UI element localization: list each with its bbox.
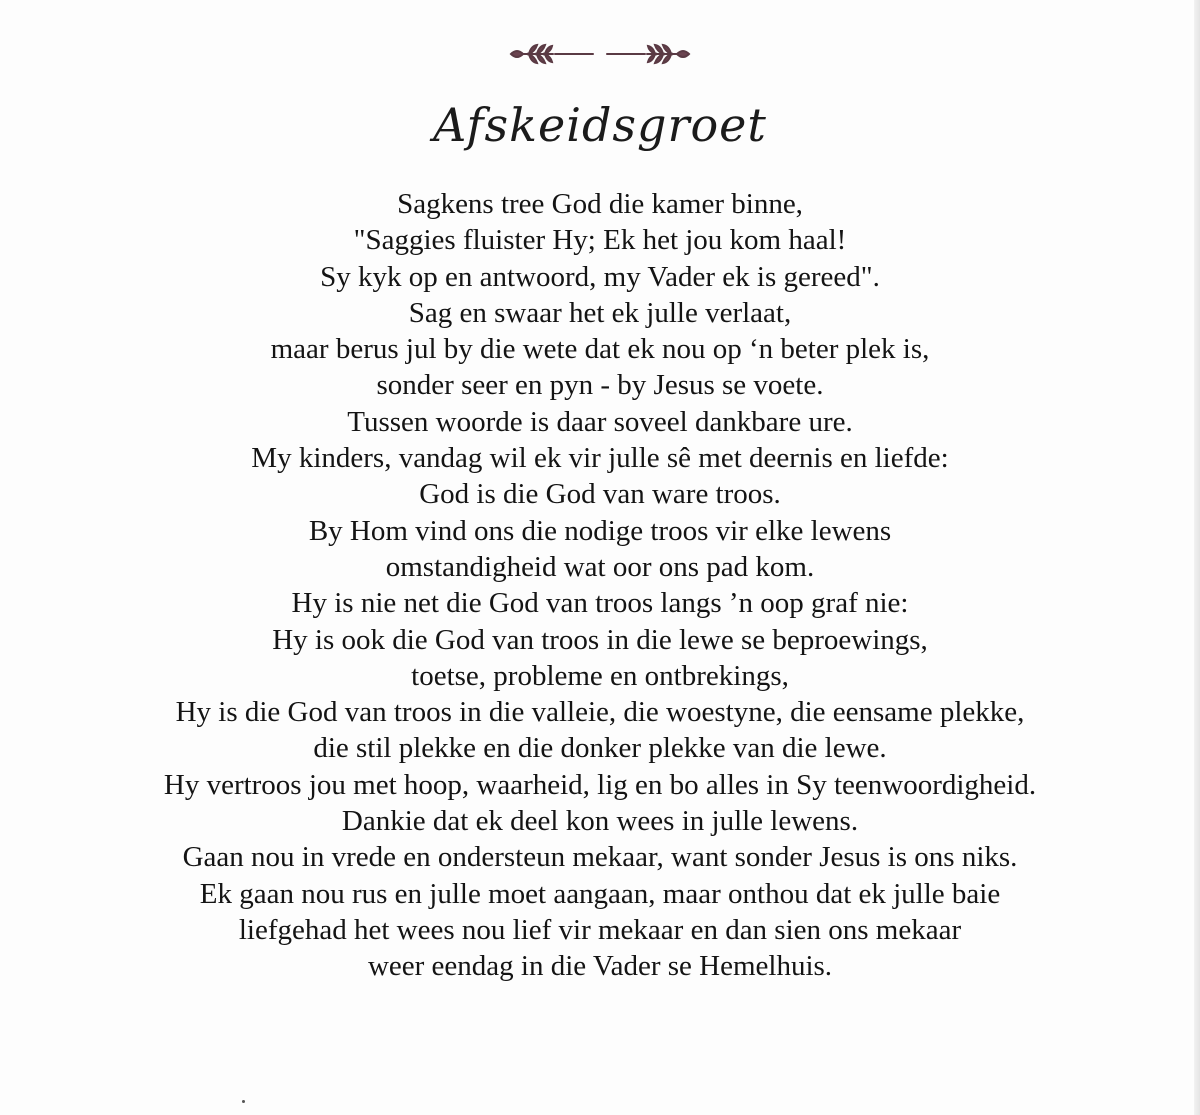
poem-line: Hy is nie net die God van troos langs ’n oop graf nie: — [291, 587, 909, 620]
scan-speck — [242, 1100, 245, 1103]
poem-line: toetse, probleme en ontbrekings, — [411, 659, 789, 692]
poem-line: Sy kyk op en antwoord, my Vader ek is gereed". — [320, 260, 880, 293]
poem-line: omstandigheid wat oor ons pad kom. — [385, 550, 815, 583]
poem-line: My kinders, vandag wil ek vir julle sê met deernis en liefde: — [251, 442, 949, 475]
poem-line: maar berus jul by die wete dat ek nou op ‘n beter plek is, — [270, 333, 930, 366]
laurel-divider-icon — [0, 36, 1200, 72]
poem-line: sonder seer en pyn - by Jesus se voete. — [376, 369, 824, 402]
poem-line: Hy vertroos jou met hoop, waarheid, lig en bo alles in Sy teenwoordigheid. — [163, 768, 1037, 801]
scan-edge — [1194, 0, 1200, 1115]
poem-line: Ek gaan nou rus en julle moet aangaan, maar onthou dat ek julle baie — [199, 877, 1001, 910]
poem-line: Hy is die God van troos in die valleie, die woestyne, die eensame plekke, — [175, 696, 1025, 729]
poem-line: God is die God van ware troos. — [419, 478, 781, 511]
poem-line: By Hom vind ons die nodige troos vir elke lewens — [308, 514, 892, 547]
poem-line: Sagkens tree God die kamer binne, — [397, 188, 803, 220]
poem-line: Gaan nou in vrede en ondersteun mekaar, want sonder Jesus is ons niks. — [182, 841, 1018, 874]
poem-line: Tussen woorde is daar soveel dankbare ure. — [347, 405, 853, 438]
poem-line: Sag en swaar het ek julle verlaat, — [408, 296, 792, 329]
poem-line: "Saggies fluister Hy; Ek het jou kom haal! — [353, 224, 847, 257]
poem-line: liefgehad het wees nou lief vir mekaar en dan sien ons mekaar — [238, 913, 962, 946]
poem-line: die stil plekke en die donker plekke van die lewe. — [313, 732, 887, 765]
poem-line: weer eendag in die Vader se Hemelhuis. — [367, 950, 833, 983]
poem-line: Hy is ook die God van troos in die lewe se beproewings, — [272, 623, 928, 656]
poem-text — [0, 186, 1200, 985]
poem-line: Dankie dat ek deel kon wees in julle lewens. — [341, 805, 859, 838]
page-title: Afskeidsgroet — [433, 98, 767, 152]
